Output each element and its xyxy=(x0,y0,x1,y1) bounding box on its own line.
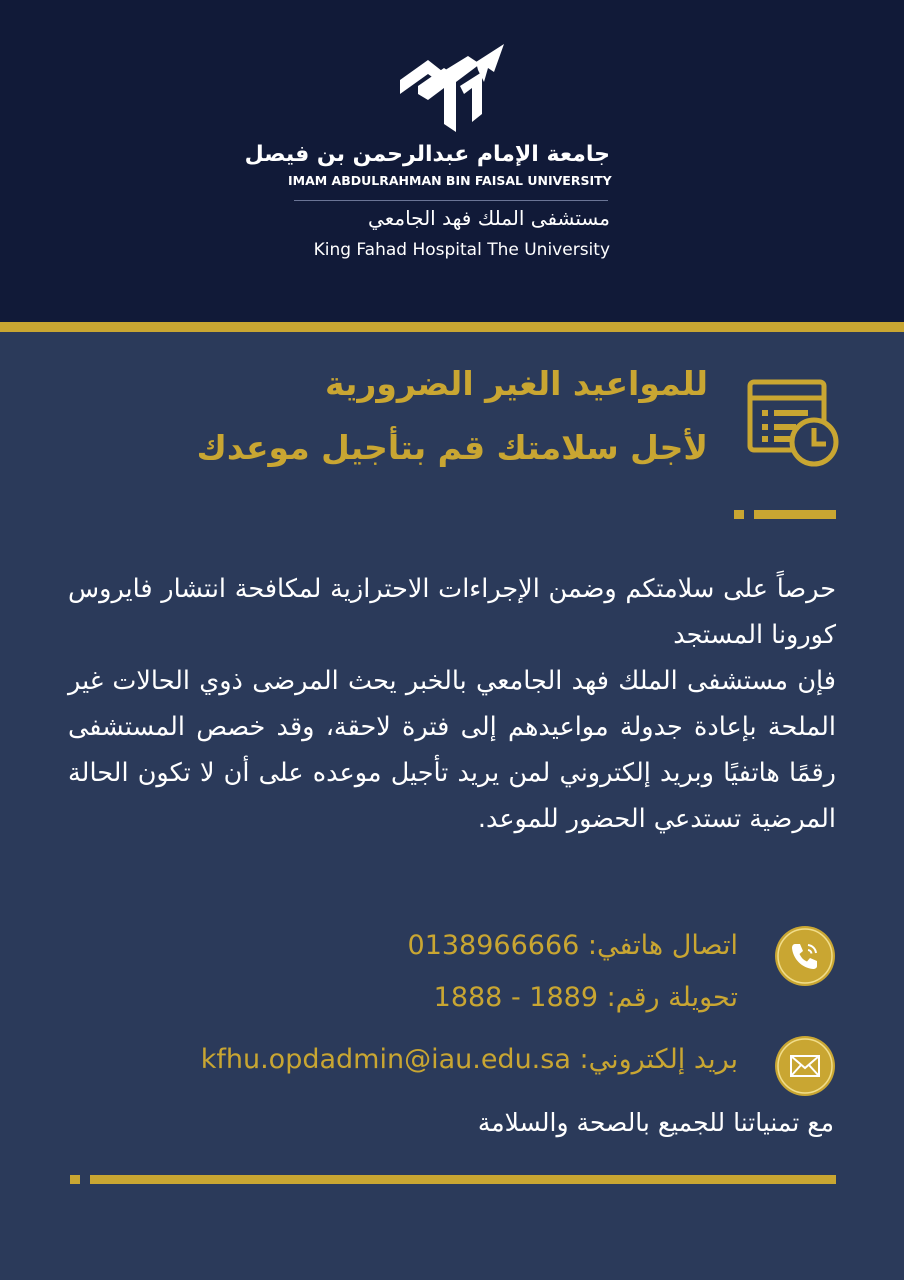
hospital-name-arabic: مستشفى الملك فهد الجامعي xyxy=(368,206,610,230)
hospital-name-english: King Fahad Hospital The University xyxy=(313,240,610,260)
phone-icon xyxy=(775,926,835,986)
body-text xyxy=(68,566,836,842)
email-address: بريد إلكتروني: kfhu.opdadmin@iau.edu.sa xyxy=(200,1044,738,1075)
title-line-2: لأجل سلامتك قم بتأجيل موعدك xyxy=(196,428,708,467)
footer-decor-bar xyxy=(90,1175,836,1184)
title-decor-dot xyxy=(734,510,744,519)
envelope-icon xyxy=(775,1036,835,1096)
body-paragraph-2: فإن مستشفى الملك فهد الجامعي بالخبر يحث المرضى ذوي الحالات غير الملحة بإعادة جدولة مواعيدهم إلى فترة لاحقة، وقد خصص المستشفى رقمًا هاتفيًا وبريد إلكتروني لمن يريد تأجيل موعده على أن لا تكون الحالة المرضية تستدعي الحضور للموعد. xyxy=(68,666,836,834)
phone-extension: تحويلة رقم: 1889 - 1888 xyxy=(433,982,738,1013)
header xyxy=(0,0,904,322)
title-line-1: للمواعيد الغير الضرورية xyxy=(324,364,708,403)
university-name-arabic: جامعة الإمام عبدالرحمن بن فيصل xyxy=(244,142,610,167)
phone-number: اتصال هاتفي: 0138966666 xyxy=(407,930,738,961)
header-gold-band xyxy=(0,322,904,332)
footer-decor-dot xyxy=(70,1175,80,1184)
body-paragraph-1: حرصاً على سلامتكم وضمن الإجراءات الاحترازية لمكافحة انتشار فايروس كورونا المستجد xyxy=(68,574,836,650)
closing-message: مع تمنياتنا للجميع بالصحة والسلامة xyxy=(477,1108,834,1137)
university-name-english: IMAM ABDULRAHMAN BIN FAISAL UNIVERSITY xyxy=(288,173,612,188)
university-logo xyxy=(398,42,506,134)
title-decor-bar xyxy=(754,510,836,519)
header-divider xyxy=(294,200,608,201)
calendar-clock-icon xyxy=(746,378,840,468)
